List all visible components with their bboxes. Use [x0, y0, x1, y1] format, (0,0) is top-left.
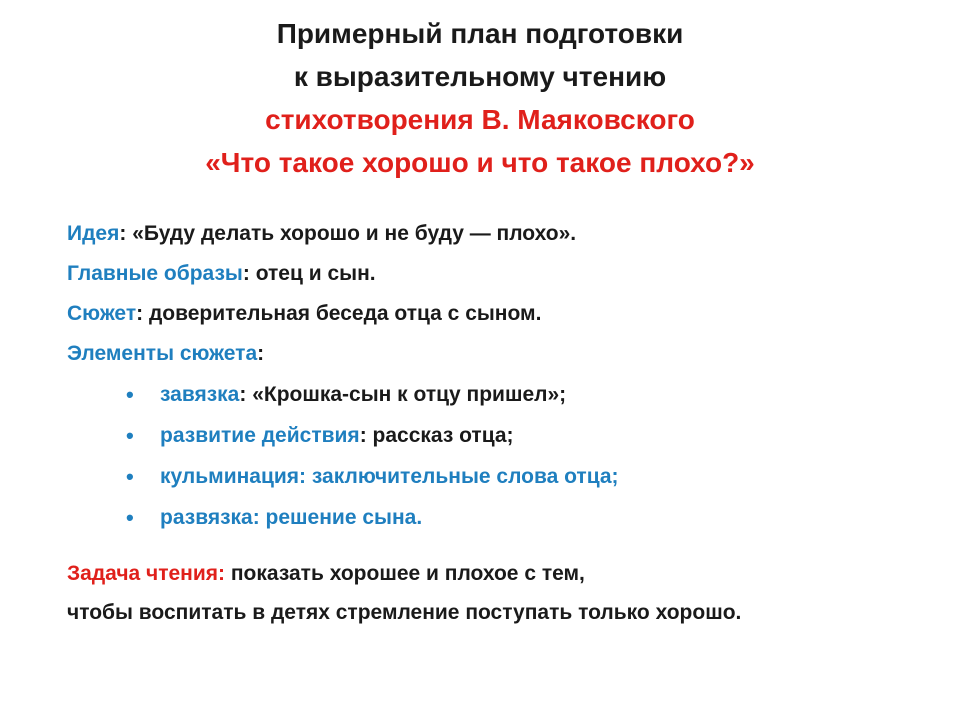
exposition-separator: :: [239, 383, 247, 406]
rising-action-text: рассказ отца;: [366, 424, 514, 447]
images-row: [67, 254, 947, 294]
title-line-3: стихотворения В. Маяковского: [265, 104, 695, 135]
plot-elements-list: [67, 374, 947, 538]
bullet-icon: •: [126, 382, 134, 407]
list-item: [67, 415, 947, 456]
images-separator: :: [242, 262, 250, 285]
title-line-4: «Что такое хорошо и что такое плохо?»: [205, 147, 755, 178]
plot-elements-separator: :: [257, 342, 265, 365]
idea-text: «Буду делать хорошо и не буду — плохо».: [126, 222, 577, 245]
plot-text: доверительная беседа отца с сыном.: [143, 302, 542, 325]
exposition-label: завязка: [160, 383, 240, 406]
resolution-label: развязка: решение сына.: [160, 506, 423, 529]
slide-title: [0, 12, 960, 184]
idea-separator: :: [119, 222, 127, 245]
title-line-2: к выразительному чтению: [293, 61, 667, 92]
reading-task-line-2: чтобы воспитать в детях стремление поступать только хорошо.: [67, 601, 742, 624]
images-label: Главные образы: [67, 262, 243, 285]
idea-label: Идея: [67, 222, 120, 245]
reading-task: [67, 554, 947, 632]
list-item: [67, 456, 947, 497]
slide-content: [67, 214, 947, 632]
rising-action-separator: :: [359, 424, 367, 447]
bullet-icon: •: [126, 464, 134, 489]
plot-separator: :: [136, 302, 144, 325]
list-item: [67, 497, 947, 538]
rising-action-label: развитие действия: [160, 424, 360, 447]
reading-task-label: Задача чтения:: [67, 562, 226, 585]
bullet-icon: •: [126, 505, 134, 530]
plot-elements-label: Элементы сюжета: [67, 342, 258, 365]
reading-task-line-1: [67, 554, 947, 593]
images-text: отец и сын.: [249, 262, 376, 285]
exposition-text: «Крошка-сын к отцу пришел»;: [246, 383, 567, 406]
reading-task-text-1: показать хорошее и плохое с тем,: [225, 562, 585, 585]
plot-row: [67, 294, 947, 334]
idea-row: [67, 214, 947, 254]
plot-elements-row: [67, 334, 947, 374]
plot-label: Сюжет: [67, 302, 137, 325]
climax-label: кульминация: заключительные слова отца;: [160, 465, 619, 488]
bullet-icon: •: [126, 423, 134, 448]
list-item: [67, 374, 947, 415]
title-line-1: Примерный план подготовки: [276, 18, 684, 49]
